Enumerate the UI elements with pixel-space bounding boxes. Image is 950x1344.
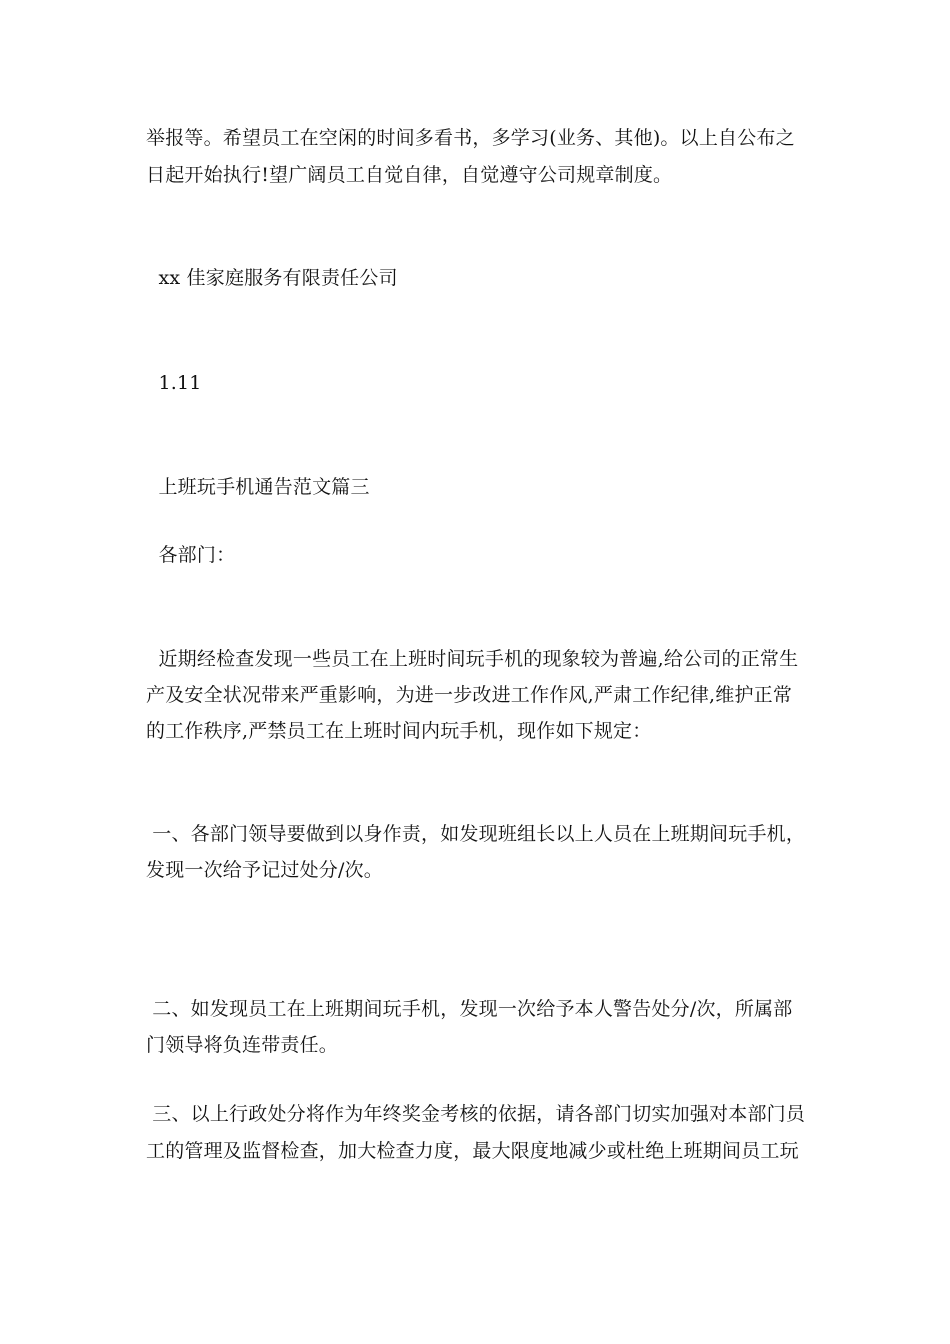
document-date: 1.11 bbox=[146, 372, 202, 394]
section-title: 上班玩手机通告范文篇三 bbox=[146, 476, 370, 498]
company-name: xx 佳家庭服务有限责任公司 bbox=[146, 267, 398, 289]
rule-item-1-continued: 发现一次给予记过处分/次。 bbox=[146, 859, 384, 881]
rule-item-3: 三、以上行政处分将作为年终奖金考核的依据，请各部门切实加强对本部门员 bbox=[146, 1103, 806, 1125]
paragraph-line: 的工作秩序,严禁员工在上班时间内玩手机，现作如下规定： bbox=[146, 720, 652, 742]
rule-item-3-continued: 工的管理及监督检查，加大检查力度，最大限度地减少或杜绝上班期间员工玩 bbox=[146, 1140, 799, 1162]
paragraph-line: 日起开始执行!望广阔员工自觉自律，自觉遵守公司规章制度。 bbox=[146, 164, 673, 186]
salutation: 各部门： bbox=[146, 544, 236, 566]
paragraph-line: 举报等。希望员工在空闲的时间多看书，多学习(业务、其他)。以上自公布之 bbox=[146, 127, 795, 149]
paragraph-line: 产及安全状况带来严重影响，为进一步改进工作作风,严肃工作纪律,维护正常 bbox=[146, 684, 793, 706]
rule-item-1: 一、各部门领导要做到以身作责，如发现班组长以上人员在上班期间玩手机， bbox=[146, 823, 806, 845]
rule-item-2: 二、如发现员工在上班期间玩手机，发现一次给予本人警告处分/次，所属部 bbox=[146, 998, 793, 1020]
paragraph-line: 近期经检查发现一些员工在上班时间玩手机的现象较为普遍,给公司的正常生 bbox=[146, 648, 799, 670]
rule-item-2-continued: 门领导将负连带责任。 bbox=[146, 1034, 339, 1056]
